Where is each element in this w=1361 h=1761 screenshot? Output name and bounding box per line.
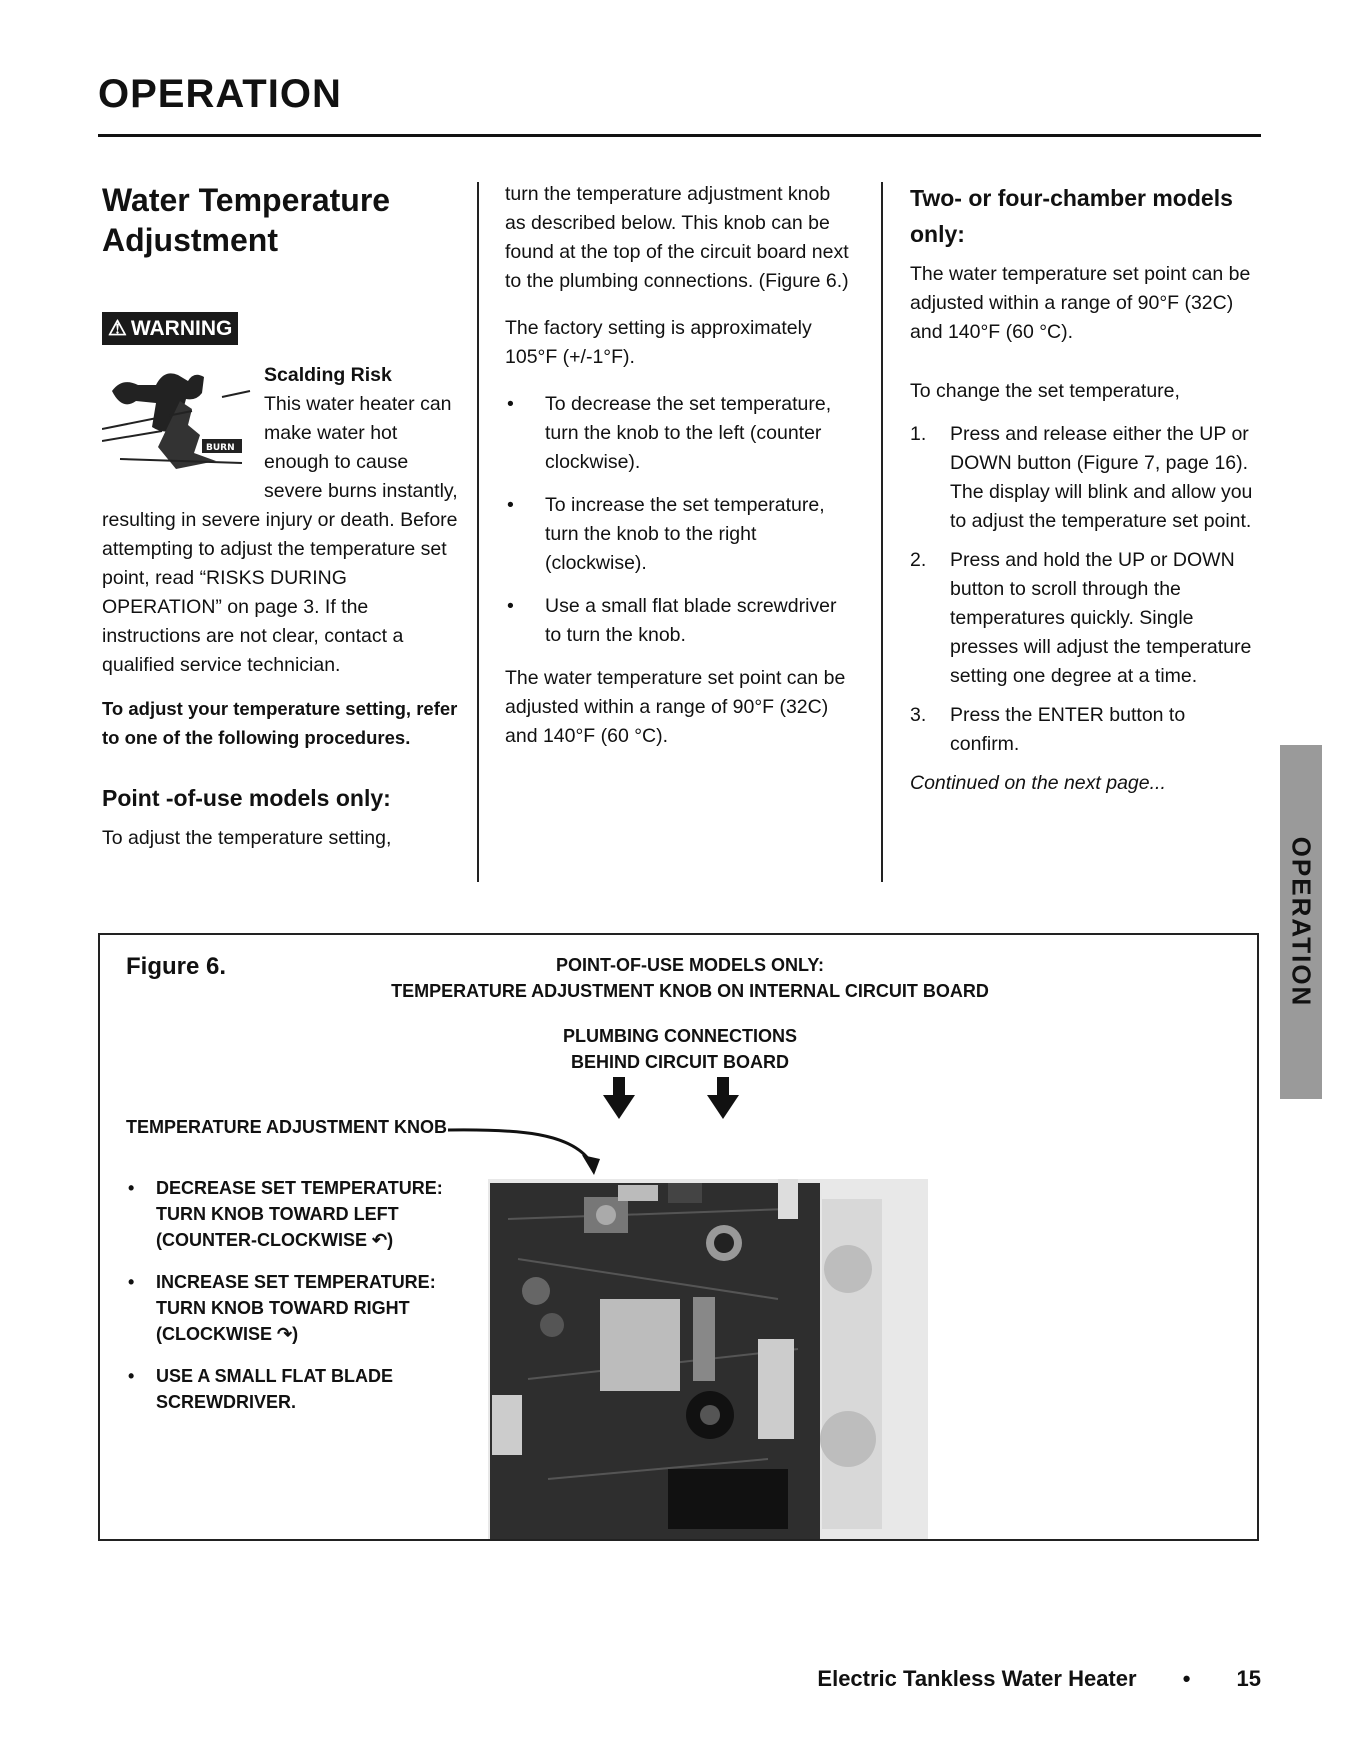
column-1 — [102, 180, 458, 867]
figure-6 — [98, 933, 1259, 1541]
procedures-note: To adjust your temperature setting, refer to one of the following procedures. — [102, 698, 458, 748]
scald-text: This water heater can make water hot enough to cause severe burns instantly, resulting in severe injury or death. Before attempting to adjust the temperature set point, read “RISKS DURING OPERATION” on page 3. If the instructions are not clear, contact a qualified service technician. — [102, 393, 458, 676]
page-number: 15 — [1236, 1666, 1261, 1691]
column-divider-1 — [477, 182, 479, 882]
list-item: • Use a small flat blade screwdriver to turn the knob. — [505, 592, 855, 650]
circuit-board-photo — [488, 1179, 928, 1541]
factory-setting: The factory setting is approximately 105°F (+/-1°F). — [505, 317, 812, 368]
warning-badge — [102, 312, 238, 345]
list-item — [126, 1363, 456, 1415]
adjust-bullets — [505, 390, 855, 650]
section-title: Water Temperature Adjustment — [102, 182, 391, 258]
plumbing-label-line-1: PLUMBING CONNECTIONS — [563, 1026, 797, 1046]
steps-list — [910, 420, 1255, 759]
item-line-end: ) — [387, 1230, 394, 1250]
svg-text:BURN: BURN — [206, 443, 235, 453]
list-item — [910, 546, 1255, 691]
down-arrow-icon — [603, 1077, 635, 1119]
list-item: • To increase the set temperature, turn the knob to the right (clockwise). — [505, 491, 855, 578]
knob-label: TEMPERATURE ADJUSTMENT KNOB — [126, 1117, 448, 1137]
side-tab-label: OPERATION — [1286, 836, 1317, 1008]
item-line — [156, 1227, 456, 1253]
continued-note: Continued on the next page... — [910, 772, 1166, 794]
list-item — [910, 420, 1255, 536]
scalding-warning — [102, 361, 458, 680]
clockwise-icon: ↷ — [277, 1324, 293, 1344]
item-line: TURN KNOB TOWARD LEFT — [156, 1204, 399, 1224]
figure-heading-line-2: TEMPERATURE ADJUSTMENT KNOB ON INTERNAL CIRCUIT BOARD — [391, 981, 989, 1001]
warning-label: WARNING — [130, 317, 233, 340]
column-3 — [910, 180, 1255, 812]
column-2 — [505, 180, 855, 765]
footer-bullet: • — [1182, 1666, 1191, 1691]
item-line: • DECREASE SET TEMPERATURE: — [156, 1178, 443, 1198]
column-divider-2 — [881, 182, 883, 882]
warning-triangle-icon: ⚠ — [108, 317, 127, 340]
item-line-text: (COUNTER-CLOCKWISE — [156, 1230, 367, 1250]
item-line-end: ) — [292, 1324, 299, 1344]
plumbing-label-line-2: BEHIND CIRCUIT BOARD — [571, 1052, 789, 1072]
list-item: • To decrease the set temperature, turn the knob to the left (counter clockwise). — [505, 390, 855, 477]
figure-instructions — [126, 1175, 456, 1431]
item-line-text: (CLOCKWISE — [156, 1324, 272, 1344]
footer-product: Electric Tankless Water Heater — [817, 1666, 1137, 1691]
step-number: 2. — [910, 549, 927, 571]
step-number: 3. — [910, 704, 927, 726]
item-line: SCREWDRIVER. — [156, 1392, 297, 1412]
list-item — [910, 701, 1255, 759]
figure-heading-line-1: POINT-OF-USE MODELS ONLY: — [555, 955, 824, 975]
item-line: TURN KNOB TOWARD RIGHT — [156, 1298, 410, 1318]
section-side-tab — [1280, 745, 1322, 1099]
scald-title: Scalding Risk — [264, 364, 392, 386]
item-line: • USE A SMALL FLAT BLADE — [156, 1366, 393, 1386]
header-rule — [98, 134, 1261, 137]
scalding-hazard-icon — [102, 361, 252, 479]
figure-title: Figure 6. — [126, 953, 227, 980]
point-of-use-title: Point -of-use models only: — [102, 785, 391, 811]
page-footer — [817, 1666, 1261, 1692]
knob-pointer-arrow — [448, 1130, 590, 1161]
item-line: • INCREASE SET TEMPERATURE: — [156, 1272, 436, 1292]
down-arrow-icon — [707, 1077, 739, 1119]
list-item — [126, 1175, 456, 1253]
knob-pointer-arrowhead — [582, 1155, 600, 1175]
page-header-title: OPERATION — [98, 72, 342, 116]
range-text: The water temperature set point can be adjusted within a range of 90°F (32C) and 140°F (60 °C). — [505, 667, 846, 747]
counter-clockwise-icon: ↶ — [372, 1230, 388, 1250]
step-number: 1. — [910, 423, 927, 445]
list-item — [126, 1269, 456, 1347]
point-of-use-intro: To adjust the temperature setting, — [102, 827, 392, 849]
step-text: Press and release either the UP or DOWN button (Figure 7, page 16). The display will blink and allow you to adjust the temperature set point. — [950, 423, 1253, 532]
step-text: Press and hold the UP or DOWN button to scroll through the temperatures quickly. Single presses will adjust the temperature setting one degree at a time. — [950, 549, 1252, 687]
item-line — [156, 1321, 456, 1347]
change-intro: To change the set temperature, — [910, 380, 1180, 402]
chamber-range-text: The water temperature set point can be adjusted within a range of 90°F (32C) and 140°F (60 °C). — [910, 263, 1251, 343]
step-text: Press the ENTER button to confirm. — [950, 704, 1186, 755]
chamber-models-title: Two- or four-chamber models only: — [910, 185, 1233, 247]
knob-location-text: turn the temperature adjustment knob as described below. This knob can be found at the top of the circuit board next to the plumbing connections. (Figure 6.) — [505, 183, 849, 292]
